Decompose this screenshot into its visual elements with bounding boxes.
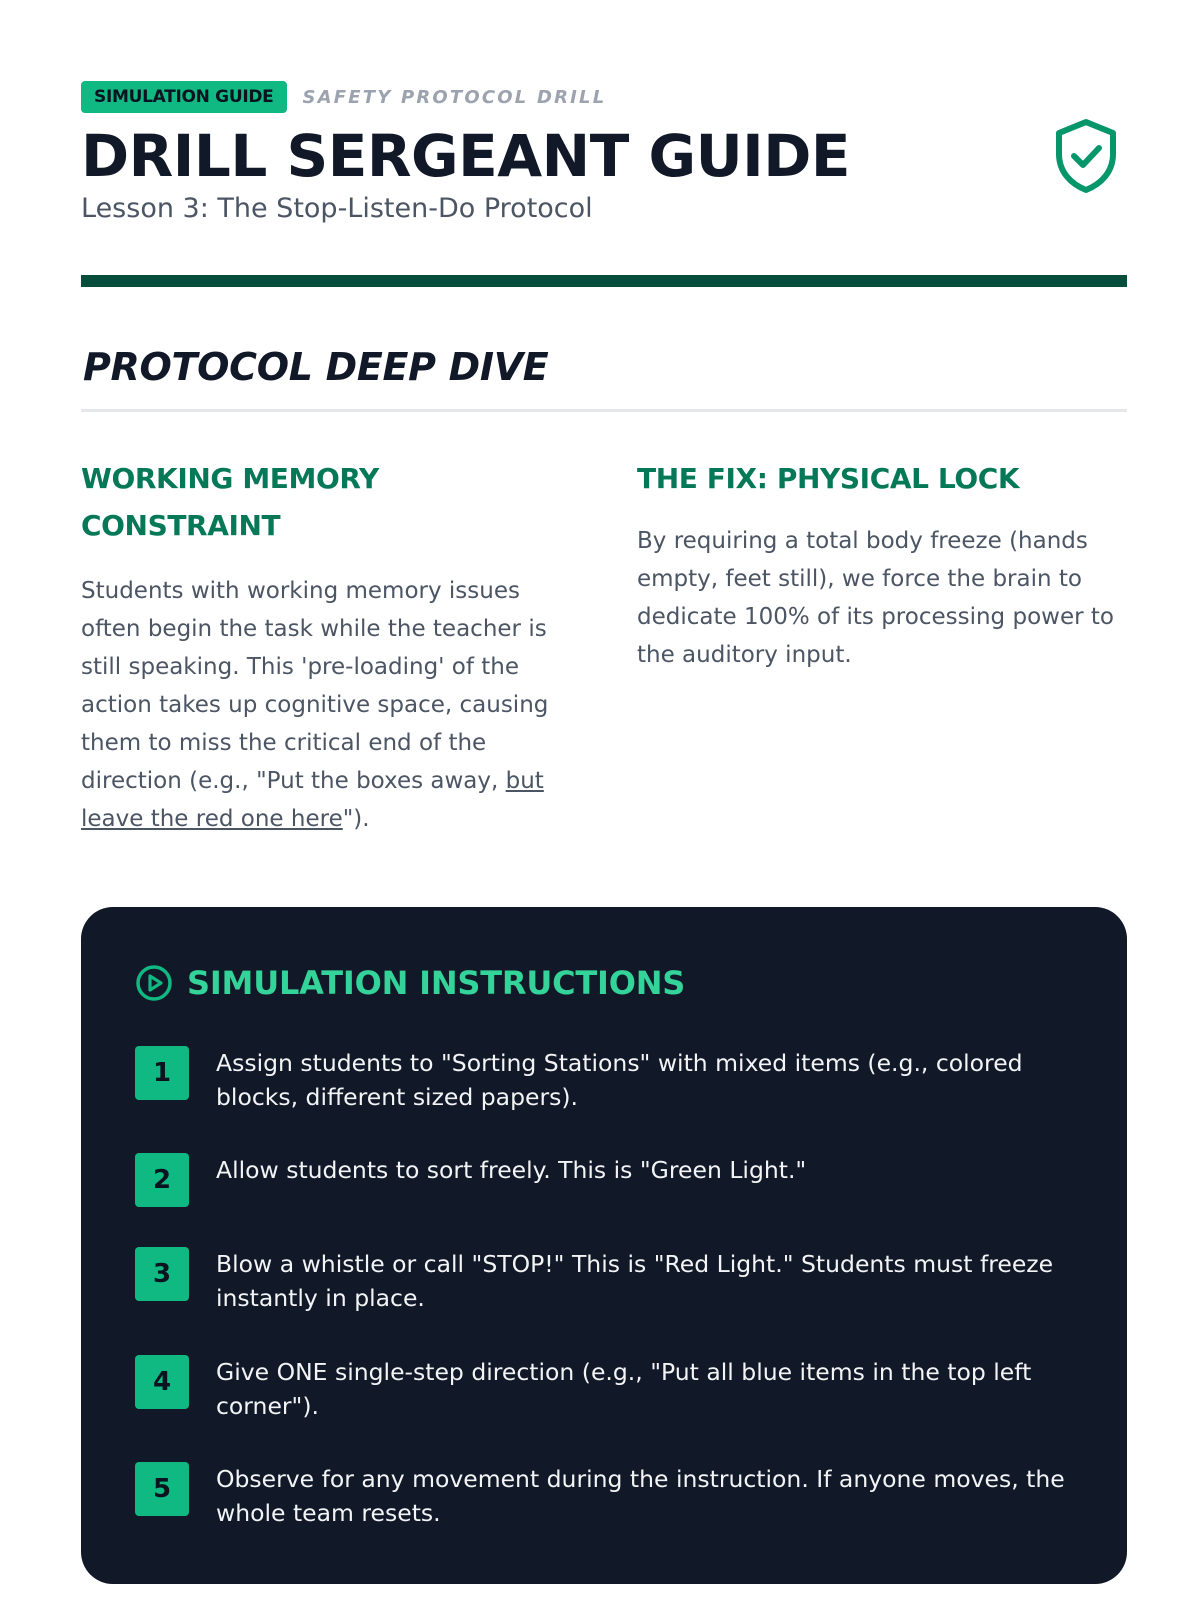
- working-memory-heading-line1: WORKING MEMORY: [81, 462, 379, 495]
- step-number: 2: [135, 1153, 189, 1207]
- section-divider: [81, 409, 1127, 412]
- simulation-instructions-card: [81, 907, 1127, 1584]
- shield-check-icon: [1053, 118, 1119, 194]
- instruction-step-4: [135, 1355, 1075, 1423]
- simulation-guide-badge: SIMULATION GUIDE: [81, 81, 287, 113]
- step-text: Give ONE single-step direction (e.g., "Put all blue items in the top left corner").: [216, 1358, 1032, 1420]
- step-text: Blow a whistle or call "STOP!" This is "Red Light." Students must freeze instantly in place.: [216, 1250, 1054, 1312]
- header-tags: [81, 81, 606, 113]
- step-text: Allow students to sort freely. This is "Green Light.": [216, 1156, 807, 1184]
- working-memory-emphasis: but leave the red one here: [81, 768, 544, 832]
- working-memory-heading-line2: CONSTRAINT: [81, 509, 281, 542]
- page-title: DRILL SERGEANT GUIDE: [81, 122, 851, 190]
- working-memory-column: [81, 455, 571, 838]
- physical-lock-column: [637, 455, 1127, 674]
- page-subtitle: Lesson 3: The Stop-Listen-Do Protocol: [81, 193, 593, 224]
- section-title: PROTOCOL DEEP DIVE: [83, 345, 549, 389]
- header-divider: [81, 275, 1127, 287]
- header-category: SAFETY PROTOCOL DRILL: [302, 86, 607, 108]
- working-memory-body-text: Students with working memory issues often begin the task while the teacher is still speaking. This 'pre-loading' of the action takes up cognitive space, causing them to miss the critical end of the direction (e.g., "Put the boxes away,: [81, 578, 549, 794]
- step-number: 5: [135, 1462, 189, 1516]
- instructions-title: SIMULATION INSTRUCTIONS: [187, 964, 686, 1002]
- step-number: 1: [135, 1046, 189, 1100]
- working-memory-body: [81, 572, 571, 838]
- step-number: 3: [135, 1247, 189, 1301]
- step-number: 4: [135, 1355, 189, 1409]
- working-memory-body-end: ").: [342, 806, 370, 832]
- instructions-header: [135, 964, 685, 1002]
- physical-lock-heading: THE FIX: PHYSICAL LOCK: [637, 462, 1020, 495]
- physical-lock-body: By requiring a total body freeze (hands empty, feet still), we force the brain to dedicate 100% of its processing power to the auditory input.: [637, 528, 1114, 668]
- instruction-step-1: [135, 1046, 1075, 1114]
- instruction-step-3: [135, 1247, 1075, 1315]
- step-text: Assign students to "Sorting Stations" with mixed items (e.g., colored blocks, different sized papers).: [216, 1049, 1023, 1111]
- instruction-step-2: [135, 1153, 1075, 1207]
- play-circle-icon: [135, 964, 173, 1002]
- instruction-step-5: [135, 1462, 1075, 1530]
- step-text: Observe for any movement during the instruction. If anyone moves, the whole team resets.: [216, 1465, 1065, 1527]
- working-memory-heading: [81, 455, 571, 549]
